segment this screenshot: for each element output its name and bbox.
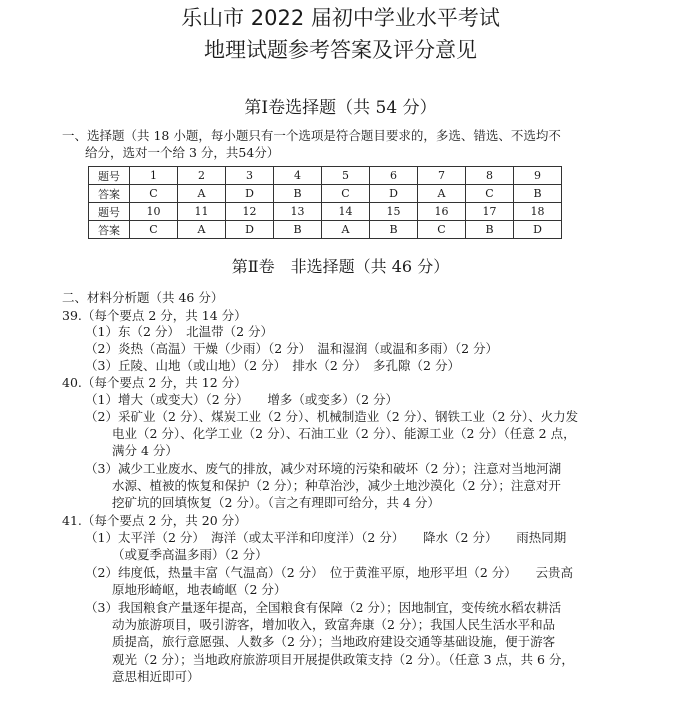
q40-line: 水源、植被的恢复和保护（2 分）；种草治沙，减少土地沙漠化（2 分）；注意对开	[112, 478, 561, 493]
answer-table-cell: 17	[466, 203, 514, 221]
q41-line: 意思相近即可）	[112, 669, 200, 684]
answer-table-cell: B	[274, 221, 322, 239]
answer-table-cell: 13	[274, 203, 322, 221]
doc-subtitle: 地理试题参考答案及评分意见	[204, 38, 477, 62]
answer-table-cell: 6	[370, 167, 418, 185]
answer-table-cell: A	[178, 221, 226, 239]
answer-table-cell: B	[466, 221, 514, 239]
q41-line: （或夏季高温多雨）（2 分）	[112, 547, 268, 562]
q40-line: 挖矿坑的回填恢复（2 分）。（言之有理即可给分，共 4 分）	[112, 495, 440, 510]
q41-line: 质提高，旅行意愿强、人数多（2 分）；当地政府建设交通等基础设施，便于游客	[112, 634, 556, 649]
answer-table-cell: 3	[226, 167, 274, 185]
answer-table-header-cell: 题号	[89, 167, 130, 185]
q39-line: （2）炎热（高温）干燥（少雨）（2 分） 温和湿润（或温和多雨）（2 分）	[85, 341, 499, 356]
q41-header: 41.（每个要点 2 分，共 20 分）	[62, 513, 247, 528]
q40-line: （1）增大（或变大）（2 分） 增多（或变多）（2 分）	[85, 392, 399, 407]
answer-table-cell: D	[226, 185, 274, 203]
q39-line: （3）丘陵、山地（或山地）（2 分） 排水（2 分） 多孔隙（2 分）	[85, 358, 460, 373]
answer-table-cell: 16	[418, 203, 466, 221]
answer-table-header-cell: 答案	[89, 221, 130, 239]
answer-table-header-cell: 题号	[89, 203, 130, 221]
answer-table-cell: B	[370, 221, 418, 239]
answer-table-cell: 8	[466, 167, 514, 185]
q40-line: （3）减少工业废水、废气的排放，减少对环境的污染和破坏（2 分）；注意对当地河湖	[85, 461, 562, 476]
answer-table-row	[89, 167, 562, 185]
answer-table-cell: C	[130, 185, 178, 203]
answer-table-cell: 4	[274, 167, 322, 185]
answer-table-row	[89, 221, 562, 239]
answer-table-cell: A	[322, 221, 370, 239]
part1-title: 第Ⅰ卷选择题（共 54 分）	[244, 98, 437, 118]
answer-table-cell: 1	[130, 167, 178, 185]
answer-table-cell: 15	[370, 203, 418, 221]
q41-line: （3）我国粮食产量逐年提高，全国粮食有保障（2 分）；因地制宜，变传统水稻农耕活	[85, 600, 562, 615]
answer-table-row	[89, 185, 562, 203]
q41-line: 观光（2 分）；当地政府旅游项目开展提供政策支持（2 分）。（任意 3 点，共 6 分，	[112, 652, 574, 667]
answer-table-cell: 11	[178, 203, 226, 221]
answer-table-cell: 18	[514, 203, 562, 221]
answer-table-cell: D	[226, 221, 274, 239]
q41-line: 动为旅游项目，吸引游客，增加收入，致富奔康（2 分）；我国人民生活水平和品	[112, 617, 556, 632]
q41-line: （2）纬度低，热量丰富（气温高）（2 分） 位于黄淮平原，地形平坦（2 分） 云贵高	[85, 565, 574, 580]
answer-table-cell: 7	[418, 167, 466, 185]
answer-table-cell: C	[466, 185, 514, 203]
q40-line: （2）采矿业（2 分）、煤炭工业（2 分）、机械制造业（2 分）、钢铁工业（2 分）、火力发	[85, 409, 579, 424]
q40-line: 满分 4 分）	[112, 443, 178, 458]
q40-line: 电业（2 分）、化学工业（2 分）、石油工业（2 分）、能源工业（2 分）（任意 2 点，	[112, 426, 576, 441]
answer-table-row	[89, 203, 562, 221]
q39-line: （1）东（2 分） 北温带（2 分）	[85, 324, 274, 339]
answer-table-cell: 2	[178, 167, 226, 185]
answer-table-header-cell: 答案	[89, 185, 130, 203]
section2-heading: 二、材料分析题（共 46 分）	[62, 290, 224, 305]
answer-table-cell: C	[322, 185, 370, 203]
part2-title: 第Ⅱ卷 非选择题（共 46 分）	[231, 257, 450, 276]
answer-table-cell: A	[418, 185, 466, 203]
answer-table-cell: C	[130, 221, 178, 239]
q39-header: 39.（每个要点 2 分，共 14 分）	[62, 308, 247, 323]
q41-line: 原地形崎岖，地表崎岖（2 分）	[112, 582, 287, 597]
section1-intro-line2: 给分，选对一个给 3 分，共54分）	[85, 145, 280, 160]
answer-table-cell: 12	[226, 203, 274, 221]
answer-table-cell: B	[514, 185, 562, 203]
answer-table-cell: D	[514, 221, 562, 239]
answer-table-cell: 10	[130, 203, 178, 221]
answer-table-cell: D	[370, 185, 418, 203]
answer-table-cell: A	[178, 185, 226, 203]
q40-header: 40.（每个要点 2 分，共 12 分）	[62, 375, 247, 390]
answer-table-cell: 5	[322, 167, 370, 185]
section1-intro-line1: 一、选择题（共 18 小题，每小题只有一个选项是符合题目要求的，多选、错选、不选均不	[62, 128, 561, 143]
exam-title: 乐山市 2022 届初中学业水平考试	[181, 6, 500, 30]
answer-table-cell: 9	[514, 167, 562, 185]
q41-line: （1）太平洋（2 分） 海洋（或太平洋和印度洋）（2 分） 降水（2 分） 雨热同期	[85, 530, 567, 545]
answer-table-cell: 14	[322, 203, 370, 221]
answer-table-cell: B	[274, 185, 322, 203]
answer-table-cell: C	[418, 221, 466, 239]
answer-table	[88, 166, 562, 239]
